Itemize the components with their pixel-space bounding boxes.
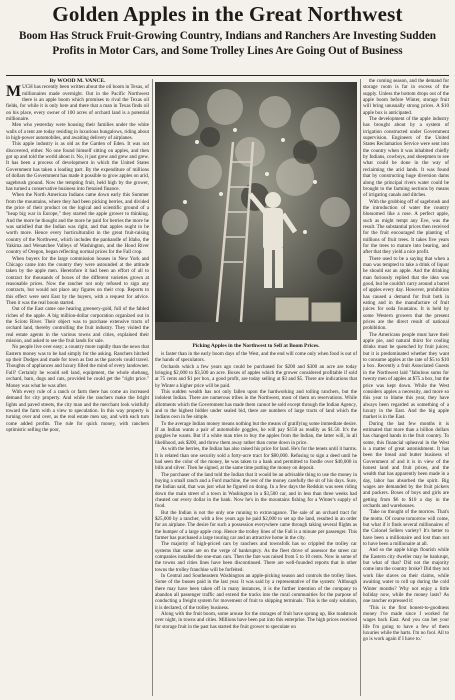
article-paragraph: Along with the fruit boom, some arouse for the storages of fruit have sprung up, like toadstools over night, in towns and cities. Millions have been put into this enterprise. The high prices received for storage fruit in the past has started the fruit grower to speculate on [155, 611, 357, 630]
article-paragraph: In Central and Southeastern Washington an apple-picking season and controls the trolley lines. Some of the busses paid in the last year. It was said by a representative of the system: 'Although there may have been taken off in many instances, it is the further intention of the company to abandon all passenger traffic and extend the tracks into the rural communities for the purpose of conducting a freight system for movement of fruit to shipping terminals.' This is the only solution, it is declared, of the trolley business. [155, 573, 357, 611]
article-paragraph: The Americans people must have their apple pie, and natural thirst for cooling drinks must be quenched by fruit juices; but it is predominated whether they want to consume apples at the rate of $5 to $10 a box. Recently a fruit Associated Guests in the Northwest laid "fabulous sums for twenty men of apples at $75 a box, but the price was kept down. While the West considers apples a necessity, and more so this year to blame this year, they have always been regarded as something of a luxury in the East. And the big apple market is in the East. [363, 331, 449, 421]
column-3 [363, 78, 449, 698]
article-paragraph: With the grubbing off of sagebrush and the introduction of water the country blossomed like a rose. A perfect apple, such as might tempt any Eve, was the result. The substantial prices then received for the fruit encouraged the planting of millions of fruit trees. It takes five years for the trees to mature into bearing, and after that they yield a nice profit. [363, 198, 449, 256]
article-paragraph: Men who yesterday were housing their families under the white walls of a tent are today residing in luxurious bungalows, riding about in high-power automobiles, and awaiting delivery of airplanes. [6, 122, 149, 142]
article-paragraph: During the last few months it is estimated that more than a billion dollars has changed hands in the fruit country. To some, this financial upheaval in the West is a matter of great astonishment. It has been the bread and butter business of Government of and it is in view of the honest land and fruit prices, and the wealth that has apparently been made in a day, labor has absorbed the spirit. Big wages are demanded by the fruit pickers and packers. Boxes of boys and girls are getting from $6 to $10 a day in the orchards and warehouses. [363, 420, 449, 510]
article-paragraph: No people live over easy; a country more rapidly than the news that Eastern money was to be had simply for the asking. Ranchers hitched up their Dodges and made for town as fast as the parcels could travel. Thoughts of appliances and luxury filled the mind of every landowner. Fall? Certainly he would sell land, equipment, the whole shebang, orchard, barn, dogs and cats, provided he could get the "right price." Money was what he was after. [6, 344, 149, 389]
photo-caption: Picking Apples in the Northwest to Sell at Boom Prices. [192, 343, 320, 349]
article-paragraph: As with the berries, the Indian has also raised his price for land. He's for the tenets until it harms. It is related than one security sold a forty-acre tract for $80,000. Refusing to sign a deed until he had seen the color of the money, he was taken to a bank and permitted to fondle over $40,000 in bills and silver. Then he signed, at the same time putting the money on deposit. [155, 446, 357, 472]
article-paragraph: 'Take no thought of the morrow. That's the motto. Of course tomorrow will come, but what if it finds several millionaires of the Colonel Sellers variety? It's better to have been a millionaire and lost than not to have been a millionaire at all. [363, 509, 449, 548]
article-paragraph: MUCH has recently been written about the oil boom in Texas, of millionaires made overnight. Out in the Pacific Northwest there is an apple boom which promises to rival the Texas oil fields, for while it is only here and there that a man in Texas finds oil on his place, every owner of 100 acres of orchard land is a potential millionaire. [6, 83, 149, 123]
column-divider [360, 79, 361, 696]
article-paragraph: And so the apple kings flourish while the Eastern city dweller may be bankrupt, but what of that? Did not the majority come into the country broke? Did they not work like slaves on their claims, while awaiting water to roll up during the cold Winter months? Why not enjoy a little holiday now, while the money lasts? As one rancher expressed it: [363, 547, 449, 605]
article-paragraph: Out of the East came one hearing greenery-gold, full of the fabled riches of the apple. A big million-dollar corporation organized out in the Scioto River. Their object was to purchase extensive tracts of orchard land, thereby controlling the fruit industry. They visited the real estate agents in the various towns and cities, explained their mission, and asked to see the fruit lands for sale. [6, 306, 149, 345]
article-paragraph: is faster than in the early boom days of the West, and the end will come only when food is out of the hands of speculators. [155, 351, 357, 364]
column-divider [152, 79, 153, 696]
byline: By WOOD M. VANCE. [49, 78, 106, 84]
apple-picking-photo [155, 82, 357, 340]
article-paragraph: The majority of high-priced cars by ranchers and townsfolk has so crippled the trolley car systems that some are on the verge of bankruptcy. As the fleet drove of assessor the street car companies installed the one-man cars. Then the fare was raised from 5 to 10 cents. Now in some of the towns and cities lines have been discontinued. There are well-founded reports that in other towns the trolley franchise will be forfeited. [155, 541, 357, 573]
article-paragraph: This apple industry is as old as the Garden of Eden. It was not discovered, either. No one found himself sitting on apples, and then got up and told the world about it. No, it just grew and grew and grew. It has been a process of development in which the United States Government has taken a leading part. By the expenditure of millions of dollars the Government has made it possible to grow apples on arid, sagebrush ground. Now the tempting fruit, held high by the grower, has turned a conservative business into frenzied finance. [6, 141, 149, 192]
article-paragraph: the coming season, and the demand for storage room is far in excess of the supply. Unless the bottom drops out of the apple boom before Winter, storage fruit will bring unusually strong prices. A $10 apple box is anticipated. [363, 78, 449, 116]
article-paragraph: When the North American Indians came down early this Summer from the mountains, where they had been picking berries, and divided the price of their product on the logical and scientific ground of a "heap big war in Europe," they started the apple grower to thinking. And the more he thought and the more he paid for berries the more he was satisfied that the Indian was right, and that apples ought to be worth more. Hence every horticulturalist in the great fruit-raising country of the Northwest, which includes the panhandle of Idaho, the Yakima and Wenatchee Valleys of Washington, and the Hood River country of Oregon, began reflecting normal prices for the Fall crop. [6, 192, 149, 256]
article-paragraph: When buyers for the large commission houses in New York and Chicago came into the country they were astounded at the attitude taken by the apple men. Heretofore it had been an effort of all to contract for thousands of boxes of the different varieties grown at reasonable prices. Now the rancher not only refused to sign any contracts, but would not place any figures on their crop. Reports to this effect were sent East by the buyers, with a request for advice. Then it was the real boom started. [6, 255, 149, 307]
article-paragraph: But the Indian is not the only one running to extravagance. The sale of an orchard tract for $25,000 by a rancher, with a few years ago he paid $2,000 to set up the land, resulted in an order for an airplane. The desire for such a possession everywhere came through taking several flights as the bumper of a large apple crop. Hence the trolley lines of the Fall is a minute per passenger. This farmer has purchased a large touring car and an attractive home in the city. [155, 509, 357, 541]
article-paragraph: The purchaser of the land told the Indian that it would be an advisable thing to use the money in buying a small ranch and a Ford machine, the rest of the money carefully the sit of his days. Sure, the Indian said, that was just what he figured on doing. In a few days the Redskin was seen riding down the main street of a town in Washington in a $3,500 car, and in less than three weeks had cheated out every dollar in the bank. Now he's in the mountains fishing for a Winter's supply of food. [155, 471, 357, 510]
article-paragraph: Orchards which a few years ago could be purchased for $200 and $300 an acre are today bringing $2,000 to $3,500 an acre. Boxes of apples which the grower considered profitable if sold at 75 cents and $1 per box, a good profit, are today selling at $3 and $5. There are indications that by Winter a higher price will be paid. [155, 363, 357, 389]
header-rule [6, 75, 449, 76]
article-paragraph: With every rule of a ranch or farm there has come an increased demand for city property. And while the ranchers make the bright lights and paved streets, the city man and the merchant look wistfully toward the farm with a view to speculation. In this way property is turning over and over, as the real estate men say, and with each turn come added profits. The rule for quick money, with ranchers optimistic selling the poor, [6, 388, 149, 433]
article-paragraph: The development of the apple industry has brought about by a system of irrigation constructed under Government supervision. Engineers of the United States Reclamation Service were sent into the country when it was inhabited chiefly by Indians, cowboys, and sheepmen to see what could be done in the way of reclaiming the arid lands. It was found that by constructing huge diversion dams along the principal rivers water could be brought to the farming sections by means of irrigating canals and ditches. [363, 116, 449, 199]
article-paragraph: This sudden wealth has not only fallen upon the hardworking and toiling ranchers, but the indolent Indian. There are numerous tribes in the Northwest, most of them on reservations. While allotments which the Government has made them cannot be sold except through the Indian Agency, and to the highest bidder under sealed bid, there are numbers of large tracts of land which the Indians own in fee simple. [155, 389, 357, 421]
deck-subheadline: Boom Has Struck Fruit-Growing Country, Indians and Ranchers Are Investing Sudden Profits in Motor Cars, and Some Trolley Lines Are Going Out of Business [18, 30, 437, 57]
headline: Golden Apples in the Great Northwest [52, 2, 403, 26]
article-paragraph: 'This is the first honest-to-goodness money I've made since I worked for wages back East. And you can bet your life I'm going to have a few of them luxuries while the harts. I'm no fool. All to go is work again if I have to.' [363, 604, 449, 643]
article-paragraph: There used to be a saying that when a man was tempted to take a drink of liquor he should eat an apple. And the drinking man furiously replied that the idea was good, but he couldn't carry around a barrel of apples every day. However, prohibition has caused a demand for fruit both in eating and in the manufacture of fruit juices for soda fountains. It is held by some Western growers that the present prices are the direct result of national prohibition. [363, 255, 449, 332]
column-2 [155, 351, 357, 698]
article-paragraph: To the average Indian money means nothing but the means of gratifying some immediate desire. If an Indian wants a pair of automobile goggles, he will pay $150 as readily as $1.50. It's the goggles he wants. But if a white man tries to buy the apples from the Indian, the latter will, in all likelihood, ask $200, and throw them away rather than come down in price. [155, 420, 357, 446]
drop-cap: M [6, 83, 22, 101]
column-1 [6, 78, 149, 698]
